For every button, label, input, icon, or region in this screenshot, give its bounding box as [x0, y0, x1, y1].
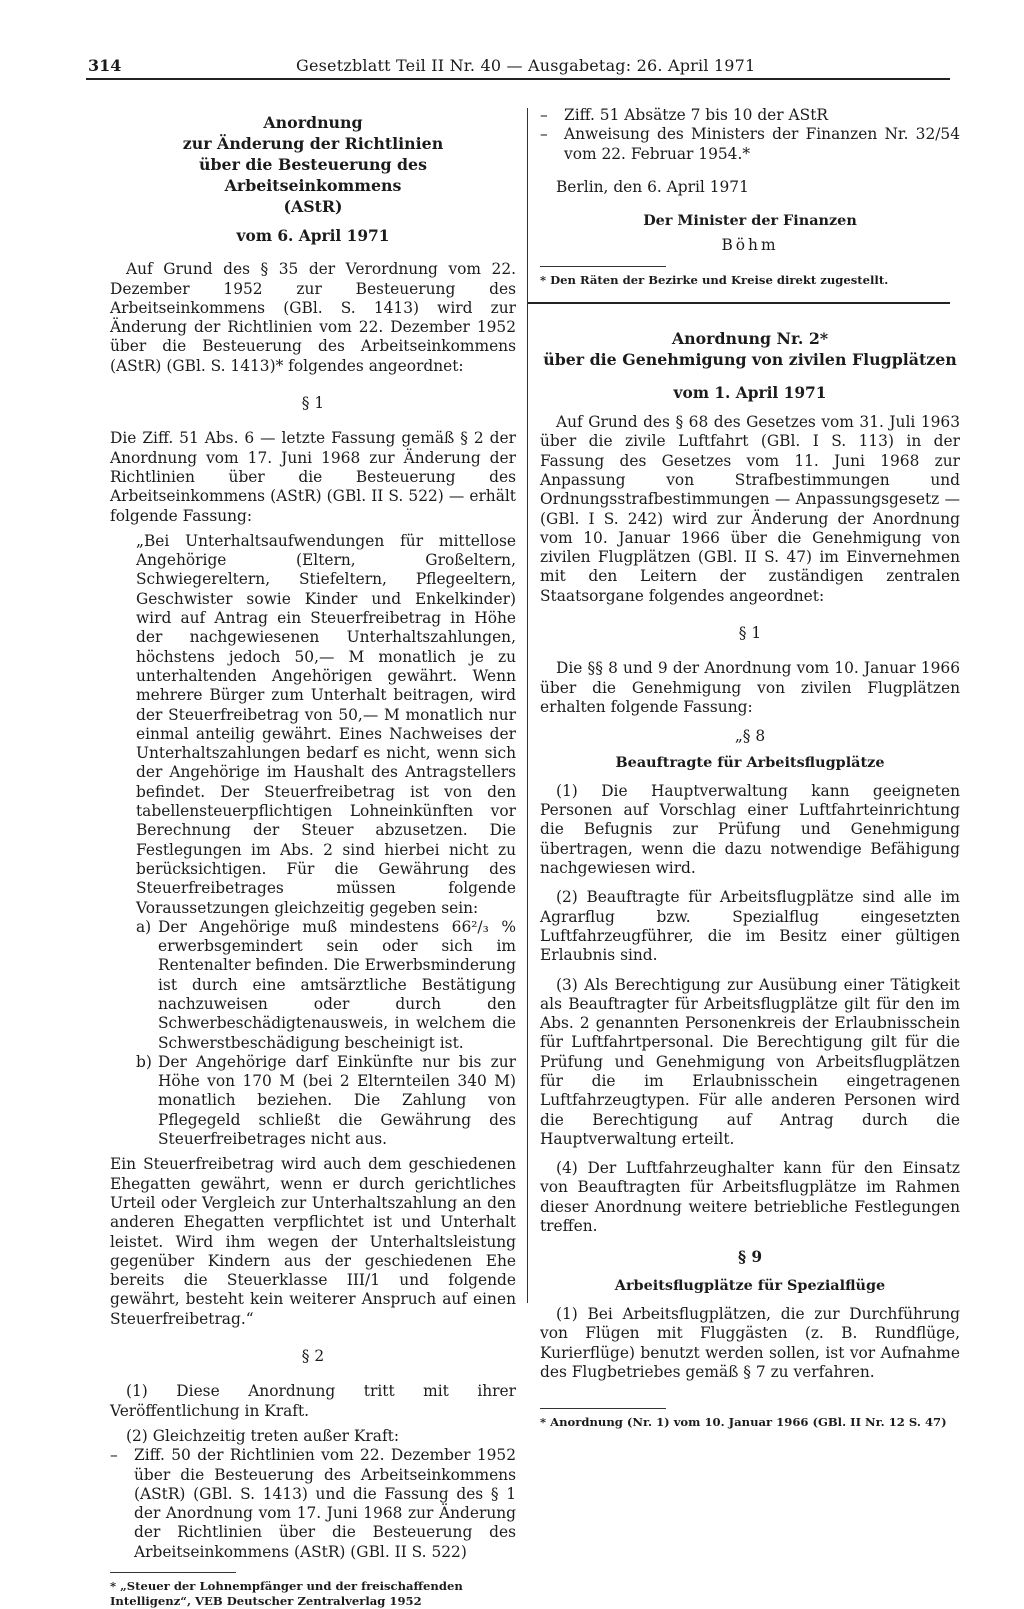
doc2-section-9-heading: § 9: [737, 1248, 763, 1267]
right-column: [540, 106, 960, 1430]
footnote-rule: [540, 266, 666, 267]
list-text: Ziff. 51 Absätze 7 bis 10 der AStR: [564, 106, 828, 124]
list-item: – Ziff. 50 der Richtlinien vom 22. Dezember 1952 über die Besteuerung des Arbeitseinkommens (AStR) (GBl. S. 1413) und die Fassung des § 1 der Anordnung vom 17. Juni 1968 zur Änderung der Richtlinien über die Besteuerung des Arbeitseinkommens (AStR) (GBl. II S. 522): [110, 1446, 516, 1561]
doc1-section-1-closing: Ein Steuerfreibetrag wird auch dem geschiedenen Ehegatten gewährt, wenn er durch gerichtliches Urteil oder Vergleich zur Unterhaltszahlung an den anderen Ehegatten verpflichtet ist und Unterhalt leistet. Wird ihm wegen der Unterhaltsleistung gegenüber Kindern aus der geschiedenen Ehe bereits die Steuerklasse III/1 und folgende gewährt, besteht kein weiterer Anspruch auf einen Steuerfreibetrag.“: [110, 1155, 516, 1328]
place-date: Berlin, den 6. April 1971: [556, 177, 749, 196]
list-marker: a): [136, 917, 152, 936]
footnote-right-1: * Den Räten der Bezirke und Kreise direkt zugestellt.: [540, 272, 889, 287]
doc2-section-8-p4: (4) Der Luftfahrzeughalter kann für den Einsatz von Beauftragten für Arbeitsflugplätze im Rahmen dieser Anordnung weitere betriebliche Festlegungen treffen.: [540, 1159, 960, 1236]
doc1-section-1-intro: Die Ziff. 51 Abs. 6 — letzte Fassung gemäß § 2 der Anordnung vom 17. Juni 1968 zur Änderung der Richtlinien über die Besteuerung des Arbeitseinkommens (AStR) (GBl. II S. 522) — erhält folgende Fassung:: [110, 429, 516, 525]
doc2-section-8-p1: (1) Die Hauptverwaltung kann geeigneten Personen auf Vorschlag einer Luftfahrteinrichtung die Befugnis zur Prüfung und Genehmigung übertragen, wenn die dazu notwendige Befähigung nachgewiesen wird.: [540, 781, 960, 878]
section-separator: [528, 302, 950, 304]
column-divider: [527, 108, 528, 1303]
doc1-section-2-heading: § 2: [301, 1347, 325, 1366]
signer-name: Böhm: [721, 236, 779, 255]
doc2-title: [540, 328, 960, 370]
header-rule: [86, 78, 950, 80]
doc1-date: vom 6. April 1971: [236, 227, 390, 245]
list-text: Der Angehörige darf Einkünfte nur bis zur Höhe von 170 M (bei 2 Elternteilen 340 M) monatlich beziehen. Die Zahlung von Pflegegeld schließt die Gewährung des Steuerfreibetrages nicht aus.: [158, 1052, 516, 1149]
doc2-section-8-p2: (2) Beauftragte für Arbeitsflugplätze sind alle im Agrarflug bzw. Spezialflug eingesetzten Luftfahrzeugführer, die im Besitz einer gültigen Erlaubnis sind.: [540, 888, 960, 965]
doc2-section-8-p3: (3) Als Berechtigung zur Ausübung einer Tätigkeit als Beauftragter für Arbeitsflugplätze gilt für den im Abs. 2 genannten Personenkreis der Erlaubnisschein für Luftfahrtpersonal. Die Berechtigung gilt für die Prüfung und Genehmigung von Arbeitsflugplätzen für die im Erlaubnisschein eingetragenen Luftfahrzeugtypen. Für alle anderen Personen wird die Berechtigung auf Antrag durch die Hauptverwaltung erteilt.: [540, 975, 960, 1148]
page-number: 314: [88, 56, 122, 75]
doc2-section-8-heading: „§ 8: [734, 727, 766, 746]
list-item: – Anweisung des Ministers der Finanzen Nr. 32/54 vom 22. Februar 1954.*: [540, 125, 960, 163]
list-marker: b): [136, 1052, 152, 1071]
doc1-section-1-heading: § 1: [301, 394, 325, 413]
list-item: – Ziff. 51 Absätze 7 bis 10 der AStR: [540, 106, 960, 125]
doc1-section-2-p2: (2) Gleichzeitig treten außer Kraft:: [126, 1426, 400, 1445]
list-text: Anweisung des Ministers der Finanzen Nr. 32/54 vom 22. Februar 1954.*: [564, 125, 960, 163]
doc2-section-1-heading: § 1: [738, 624, 762, 643]
doc2-section-9-subheading: Arbeitsflugplätze für Spezialflüge: [614, 1276, 886, 1294]
doc1-title: [110, 112, 516, 217]
doc1-intro: Auf Grund des § 35 der Verordnung vom 22. Dezember 1952 zur Besteuerung des Arbeitseinkommens (GBl. S. 1413) wird zur Änderung der Richtlinien vom 22. Dezember 1952 über die Besteuerung des Arbeitseinkommens (AStR) (GBl. S. 1413)* folgendes angeordnet:: [110, 260, 516, 375]
doc1-section-2-p1: (1) Diese Anordnung tritt mit ihrer Veröffentlichung in Kraft.: [110, 1382, 516, 1420]
list-item: [136, 918, 516, 1053]
doc1-title-line: zur Änderung der Richtlinien: [182, 134, 444, 153]
list-item: [136, 1053, 516, 1149]
doc1-title-line: (AStR): [283, 197, 343, 216]
doc2-section-1-text: Die §§ 8 und 9 der Anordnung vom 10. Januar 1966 über die Genehmigung von zivilen Flugplätzen erhalten folgende Fassung:: [540, 659, 960, 716]
doc2-intro: Auf Grund des § 68 des Gesetzes vom 31. Juli 1963 über die zivile Luftfahrt (GBl. I S. 113) in der Fassung des Gesetzes vom 11. Juni 1968 zur Anpassung von Strafbestimmungen und Ordnungsstrafbestimmungen — Anpassungsgesetz — (GBl. I S. 242) wird zur Änderung der Anordnung vom 10. Januar 1966 über die Genehmigung von zivilen Flugplätzen (GBl. II S. 47) im Einvernehmen mit den Leitern der zuständigen zentralen Staatsorgane folgendes angeordnet:: [540, 413, 960, 605]
doc2-title-line: Anordnung Nr. 2*: [671, 328, 829, 348]
doc2-section-9-p1: (1) Bei Arbeitsflugplätzen, die zur Durchführung von Flügen mit Fluggästen (z. B. Rundflüge, Kurierflüge) benutzt werden sollen, ist vor Aufnahme des Flugbetriebes gemäß § 7 zu verfahren.: [540, 1304, 960, 1381]
footnote-right-2: * Anordnung (Nr. 1) vom 10. Januar 1966 (GBl. II Nr. 12 S. 47): [540, 1415, 947, 1430]
doc1-title-line: über die Besteuerung des Arbeitseinkommens: [198, 155, 427, 195]
doc2-section-8-subheading: Beauftragte für Arbeitsflugplätze: [615, 753, 885, 771]
footnote-rule: [540, 1408, 666, 1409]
doc1-section-1-quote: „Bei Unterhaltsaufwendungen für mittellose Angehörige (Eltern, Großeltern, Schwiegereltern, Stiefeltern, Pflegeeltern, Geschwister sowie Kinder und Enkelkinder) wird auf Antrag ein Steuerfreibetrag in Höhe der nachgewiesenen Unterhaltszahlungen, höchstens jedoch 50,— M monatlich je zu unterhaltenden Angehörigen gewährt. Wenn mehrere Bürger zum Unterhalt beitragen, wird der Steuerfreibetrag von 50,— M monatlich nur einmal anteilig gewährt. Eines Nachweises der Unterhaltszahlungen bedarf es nicht, wenn sich der Angehörige im Haushalt des Antragstellers befindet. Der Steuerfreibetrag ist von den tabellensteuerpflichtigen Lohneinkünften vor Berechnung der Steuer abzusetzen. Die Festlegungen im Abs. 2 sind hierbei nicht zu berücksichtigen. Für die Gewährung des Steuerfreibetrages müssen folgende Voraussetzungen gleichzeitig gegeben sein:: [136, 531, 516, 917]
list-text: Der Angehörige muß mindestens 66²/₃ % erwerbsgemindert sein oder sich im Rentenalter befinden. Die Erwerbsminderung ist durch eine amtsärztliche Bestätigung nachzuweisen oder durch den Schwerbeschädigtenausweis, in welchem die Schwerstbeschädigung bescheinigt ist.: [158, 917, 516, 1052]
doc2-date: vom 1. April 1971: [673, 383, 827, 402]
list-text: Ziff. 50 der Richtlinien vom 22. Dezember 1952 über die Besteuerung des Arbeitseinkommens (AStR) (GBl. S. 1413) und die Fassung des § 1 der Anordnung vom 17. Juni 1968 zur Änderung der Richtlinien über die Besteuerung des Arbeitseinkommens (AStR) (GBl. II S. 522): [134, 1446, 516, 1561]
footnote-left: * „Steuer der Lohnempfänger und der freischaffenden Intelligenz“, VEB Deutscher Zentralverlag 1952: [110, 1579, 463, 1608]
left-column: [110, 112, 516, 1609]
signer-title: Der Minister der Finanzen: [643, 212, 857, 230]
running-header: Gesetzblatt Teil II Nr. 40 — Ausgabetag: 26. April 1971: [296, 56, 756, 75]
doc2-title-line: über die Genehmigung von zivilen Flugplätzen: [543, 349, 957, 369]
doc1-title-line: Anordnung: [263, 113, 363, 132]
footnote-rule: [110, 1572, 236, 1573]
